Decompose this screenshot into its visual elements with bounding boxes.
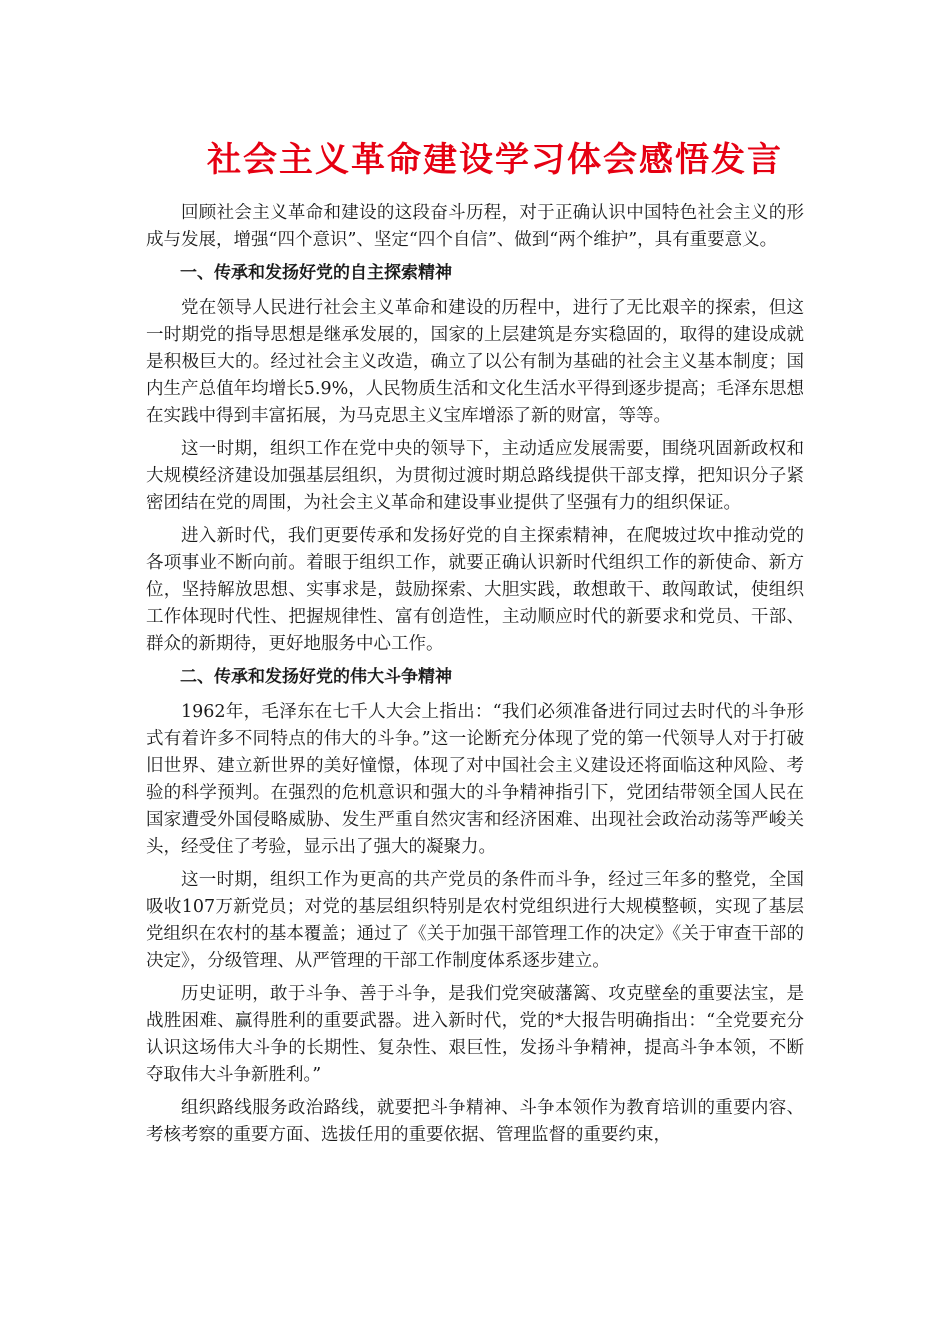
document-page bbox=[146, 136, 804, 1155]
section-1-heading: 一、传承和发扬好党的自主探索精神 bbox=[180, 263, 452, 283]
intro-paragraph: 回顾社会主义革命和建设的这段奋斗历程，对于正确认识中国特色社会主义的形成与发展，增强“四个意识”、坚定“四个自信”、做到“两个维护”，具有重要意义。 bbox=[146, 203, 804, 250]
document-title: 社会主义革命建设学习体会感悟发言 bbox=[207, 140, 783, 180]
section-2-paragraph-4: 组织路线服务政治路线，就要把斗争精神、斗争本领作为教育培训的重要内容、考核考察的重要方面、选拔任用的重要依据、管理监督的重要约束， bbox=[146, 1098, 804, 1145]
section-1-paragraph-1: 党在领导人民进行社会主义革命和建设的历程中，进行了无比艰辛的探索，但这一时期党的指导思想是继承发展的，国家的上层建筑是夯实稳固的，取得的建设成就是积极巨大的。经过社会主义改造，确立了以公有制为基础的社会主义基本制度；国内生产总值年均增长5.9%，人民物质生活和文化生活水平得到逐步提高；毛泽东思想在实践中得到丰富拓展，为马克思主义宝库增添了新的财富，等等。 bbox=[146, 298, 804, 426]
section-2-paragraph-2: 这一时期，组织工作为更高的共产党员的条件而斗争，经过三年多的整党，全国吸收107万新党员；对党的基层组织特别是农村党组织进行大规模整顿，实现了基层党组织在农村的基本覆盖；通过了《关于加强干部管理工作的决定》《关于审查干部的决定》，分级管理、从严管理的干部工作制度体系逐步建立。 bbox=[146, 870, 804, 971]
section-1-paragraph-2: 这一时期，组织工作在党中央的领导下，主动适应发展需要，围绕巩固新政权和大规模经济建设加强基层组织，为贯彻过渡时期总路线提供干部支撑，把知识分子紧密团结在党的周围，为社会主义革命和建设事业提供了坚强有力的组织保证。 bbox=[146, 439, 804, 513]
section-2-paragraph-1: 1962年，毛泽东在七千人大会上指出：“我们必须准备进行同过去时代的斗争形式有着许多不同特点的伟大的斗争。”这一论断充分体现了党的第一代领导人对于打破旧世界、建立新世界的美好憧憬，体现了对中国社会主义建设还将面临这种风险、考验的科学预判。在强烈的危机意识和强大的斗争精神指引下，党团结带领全国人民在国家遭受外国侵略威胁、发生严重自然灾害和经济困难、出现社会政治动荡等严峻关头，经受住了考验，显示出了强大的凝聚力。 bbox=[146, 702, 804, 857]
section-2-heading: 二、传承和发扬好党的伟大斗争精神 bbox=[180, 667, 452, 687]
section-2-paragraph-3: 历史证明，敢于斗争、善于斗争，是我们党突破藩篱、攻克壁垒的重要法宝，是战胜困难、赢得胜利的重要武器。进入新时代，党的*大报告明确指出：“全党要充分认识这场伟大斗争的长期性、复杂性、艰巨性，发扬斗争精神，提高斗争本领，不断夺取伟大斗争新胜利。” bbox=[146, 984, 804, 1085]
section-1-paragraph-3: 进入新时代，我们更要传承和发扬好党的自主探索精神，在爬坡过坎中推动党的各项事业不断向前。着眼于组织工作，就要正确认识新时代组织工作的新使命、新方位，坚持解放思想、实事求是，鼓励探索、大胆实践，敢想敢干、敢闯敢试，使组织工作体现时代性、把握规律性、富有创造性，主动顺应时代的新要求和党员、干部、群众的新期待，更好地服务中心工作。 bbox=[146, 526, 804, 654]
